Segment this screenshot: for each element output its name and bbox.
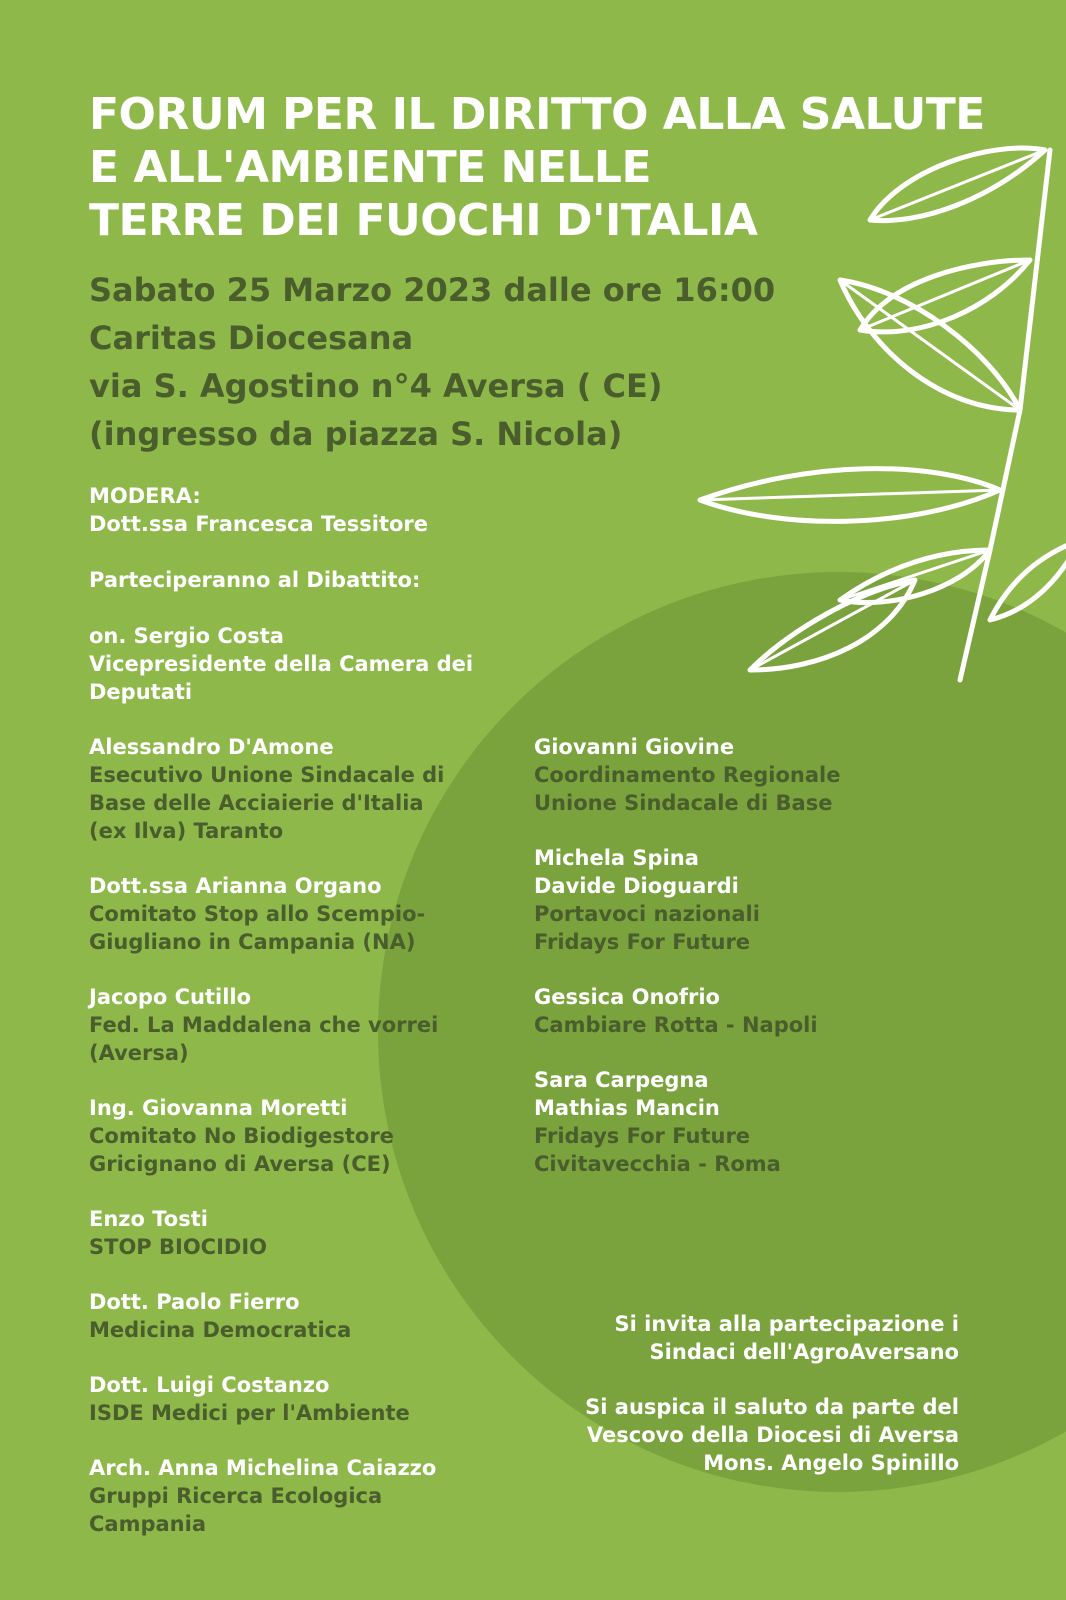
participant-name: Giovanni Giovine <box>534 735 735 759</box>
moderator-label: MODERA: <box>89 484 201 508</box>
participant-entry <box>89 1454 436 1538</box>
event-date: Sabato 25 Marzo 2023 dalle ore 16:00 <box>89 271 776 309</box>
participant-name: Arch. Anna Michelina Caiazzo <box>89 1456 437 1480</box>
invite-line-1: Si invita alla partecipazione i <box>614 1312 959 1336</box>
participant-role: Campania <box>89 1512 206 1536</box>
participant-role: Unione Sindacale di Base <box>534 791 833 815</box>
participant-entry <box>534 733 840 817</box>
participant-name: Davide Dioguardi <box>534 874 739 898</box>
participant-role: Fridays For Future <box>534 1124 751 1148</box>
participant-role: Fed. La Maddalena che vorrei <box>89 1013 439 1037</box>
participant-name: Alessandro D'Amone <box>89 735 334 759</box>
participant-name: Sara Carpegna <box>534 1068 709 1092</box>
greeting-line-3: Mons. Angelo Spinillo <box>703 1451 959 1475</box>
participant-name: Dott.ssa Arianna Organo <box>89 874 382 898</box>
participant-role: Cambiare Rotta - Napoli <box>534 1013 818 1037</box>
participant-name: Mathias Mancin <box>534 1096 720 1120</box>
participant-entry <box>89 622 473 706</box>
participant-entry <box>89 983 438 1067</box>
participant-role: (Aversa) <box>89 1041 189 1065</box>
participant-name: Michela Spina <box>534 846 699 870</box>
participant-role: Giugliano in Campania (NA) <box>89 930 416 954</box>
title-line-3: TERRE DEI FUOCHI D'ITALIA <box>89 195 758 246</box>
participant-role: Deputati <box>89 680 193 704</box>
participant-entry <box>89 1371 410 1427</box>
participant-role: STOP BIOCIDIO <box>89 1235 267 1259</box>
participant-entry <box>89 1205 267 1261</box>
participant-role: (ex Ilva) Taranto <box>89 819 284 843</box>
participant-name: Jacopo Cutillo <box>89 985 252 1009</box>
event-venue: Caritas Diocesana <box>89 319 414 357</box>
participant-role: Esecutivo Unione Sindacale di <box>89 763 445 787</box>
participant-role: Comitato No Biodigestore <box>89 1124 394 1148</box>
event-address: via S. Agostino n°4 Aversa ( CE) <box>89 367 663 405</box>
participant-name: Dott. Paolo Fierro <box>89 1290 300 1314</box>
moderator-block <box>89 482 428 538</box>
title-line-1: FORUM PER IL DIRITTO ALLA SALUTE <box>89 89 985 140</box>
participant-role: Medicina Democratica <box>89 1318 352 1342</box>
participants-heading: Parteciperanno al Dibattito: <box>89 568 421 592</box>
participant-entry <box>89 733 444 845</box>
participant-entry <box>89 1094 394 1178</box>
moderator-name: Dott.ssa Francesca Tessitore <box>89 512 429 536</box>
participant-role: Civitavecchia - Roma <box>534 1152 781 1176</box>
title-line-2: E ALL'AMBIENTE NELLE <box>89 142 651 193</box>
greeting-note <box>585 1393 959 1477</box>
event-entrance: (ingresso da piazza S. Nicola) <box>89 415 623 453</box>
participant-role: Vicepresidente della Camera dei <box>89 652 474 676</box>
participant-name: Dott. Luigi Costanzo <box>89 1373 330 1397</box>
participant-entry <box>534 844 760 956</box>
participant-entry <box>89 872 425 956</box>
participant-name: Enzo Tosti <box>89 1207 208 1231</box>
participant-name: Ing. Giovanna Moretti <box>89 1096 348 1120</box>
participant-role: Fridays For Future <box>534 930 751 954</box>
event-info <box>89 266 889 458</box>
participant-role: Gruppi Ricerca Ecologica <box>89 1484 383 1508</box>
participant-role: Coordinamento Regionale <box>534 763 841 787</box>
greeting-line-2: Vescovo della Diocesi di Aversa <box>586 1423 959 1447</box>
invite-line-2: Sindaci dell'AgroAversano <box>649 1340 959 1364</box>
participant-role: Portavoci nazionali <box>534 902 760 926</box>
participant-name: Gessica Onofrio <box>534 985 720 1009</box>
invite-note <box>615 1310 959 1366</box>
greeting-line-1: Si auspica il saluto da parte del <box>585 1395 959 1419</box>
participant-role: Gricignano di Aversa (CE) <box>89 1152 391 1176</box>
event-title <box>89 88 1049 247</box>
participant-name: on. Sergio Costa <box>89 624 284 648</box>
participant-role: ISDE Medici per l'Ambiente <box>89 1401 410 1425</box>
participant-entry <box>534 983 818 1039</box>
participant-entry <box>89 1288 351 1344</box>
participant-role: Comitato Stop allo Scempio- <box>89 902 426 926</box>
participant-role: Base delle Acciaierie d'Italia <box>89 791 424 815</box>
participant-entry <box>534 1066 781 1178</box>
